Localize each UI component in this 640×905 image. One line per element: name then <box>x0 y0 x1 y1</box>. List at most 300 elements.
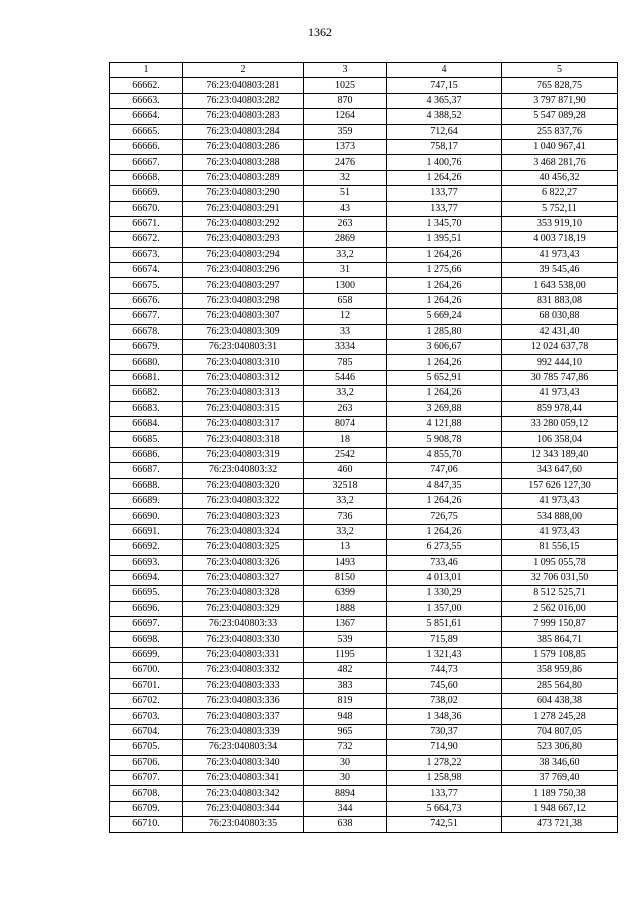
cadastral-value-cell: 41 973,43 <box>502 247 618 262</box>
cadastral-number-cell: 76:23:040803:341 <box>183 770 304 785</box>
area-cell: 12 <box>304 309 387 324</box>
area-cell: 965 <box>304 724 387 739</box>
specific-value-cell: 3 269,88 <box>387 401 502 416</box>
cadastral-value-cell: 704 807,05 <box>502 724 618 739</box>
cadastral-value-cell: 41 973,43 <box>502 524 618 539</box>
cadastral-number-cell: 76:23:040803:318 <box>183 432 304 447</box>
table-row <box>110 78 618 93</box>
table-row <box>110 139 618 154</box>
area-cell: 736 <box>304 509 387 524</box>
specific-value-cell: 5 908,78 <box>387 432 502 447</box>
cadastral-number-cell: 76:23:040803:292 <box>183 216 304 231</box>
area-cell: 1195 <box>304 647 387 662</box>
table-row <box>110 416 618 431</box>
specific-value-cell: 3 606,67 <box>387 340 502 355</box>
specific-value-cell: 1 357,00 <box>387 601 502 616</box>
specific-value-cell: 5 851,61 <box>387 617 502 632</box>
area-cell: 2869 <box>304 232 387 247</box>
specific-value-cell: 758,17 <box>387 139 502 154</box>
row-number-cell: 66671. <box>110 216 183 231</box>
cadastral-value-cell: 12 343 189,40 <box>502 447 618 462</box>
specific-value-cell: 5 664,73 <box>387 801 502 816</box>
column-header-3: 3 <box>304 63 387 78</box>
table-row <box>110 724 618 739</box>
table-row <box>110 586 618 601</box>
table-row <box>110 355 618 370</box>
table-row <box>110 663 618 678</box>
area-cell: 33 <box>304 324 387 339</box>
cadastral-number-cell: 76:23:040803:325 <box>183 540 304 555</box>
area-cell: 658 <box>304 293 387 308</box>
row-number-cell: 66703. <box>110 709 183 724</box>
cadastral-value-cell: 42 431,40 <box>502 324 618 339</box>
table-row <box>110 570 618 585</box>
area-cell: 2476 <box>304 155 387 170</box>
table-row <box>110 817 618 832</box>
cadastral-number-cell: 76:23:040803:315 <box>183 401 304 416</box>
table-row <box>110 617 618 632</box>
row-number-cell: 66680. <box>110 355 183 370</box>
cadastral-value-cell: 765 828,75 <box>502 78 618 93</box>
area-cell: 732 <box>304 740 387 755</box>
area-cell: 13 <box>304 540 387 555</box>
cadastral-number-cell: 76:23:040803:31 <box>183 340 304 355</box>
area-cell: 18 <box>304 432 387 447</box>
row-number-cell: 66699. <box>110 647 183 662</box>
specific-value-cell: 1 264,26 <box>387 247 502 262</box>
table-row <box>110 324 618 339</box>
cadastral-value-cell: 157 626 127,30 <box>502 478 618 493</box>
row-number-cell: 66663. <box>110 93 183 108</box>
cadastral-number-cell: 76:23:040803:332 <box>183 663 304 678</box>
cadastral-value-cell: 1 579 108,85 <box>502 647 618 662</box>
cadastral-value-cell: 1 040 967,41 <box>502 139 618 154</box>
specific-value-cell: 715,89 <box>387 632 502 647</box>
area-cell: 1888 <box>304 601 387 616</box>
cadastral-value-cell: 41 973,43 <box>502 493 618 508</box>
cadastral-value-cell: 3 468 281,76 <box>502 155 618 170</box>
table-row <box>110 186 618 201</box>
specific-value-cell: 1 258,98 <box>387 770 502 785</box>
cadastral-number-cell: 76:23:040803:307 <box>183 309 304 324</box>
cadastral-value-cell: 81 556,15 <box>502 540 618 555</box>
cadastral-value-cell: 358 959,86 <box>502 663 618 678</box>
cadastral-value-cell: 523 306,80 <box>502 740 618 755</box>
cadastral-value-cell: 2 562 016,00 <box>502 601 618 616</box>
table-row <box>110 263 618 278</box>
cadastral-number-cell: 76:23:040803:333 <box>183 678 304 693</box>
specific-value-cell: 1 264,26 <box>387 293 502 308</box>
cadastral-number-cell: 76:23:040803:33 <box>183 617 304 632</box>
specific-value-cell: 730,37 <box>387 724 502 739</box>
cadastral-value-cell: 1 278 245,28 <box>502 709 618 724</box>
row-number-cell: 66706. <box>110 755 183 770</box>
row-number-cell: 66688. <box>110 478 183 493</box>
area-cell: 1300 <box>304 278 387 293</box>
cadastral-value-cell: 7 999 150,87 <box>502 617 618 632</box>
area-cell: 3334 <box>304 340 387 355</box>
cadastral-number-cell: 76:23:040803:320 <box>183 478 304 493</box>
area-cell: 870 <box>304 93 387 108</box>
cadastral-value-cell: 1 189 750,38 <box>502 786 618 801</box>
cadastral-value-cell: 6 822,27 <box>502 186 618 201</box>
row-number-cell: 66709. <box>110 801 183 816</box>
cadastral-value-cell: 5 752,11 <box>502 201 618 216</box>
row-number-cell: 66692. <box>110 540 183 555</box>
cadastral-number-cell: 76:23:040803:35 <box>183 817 304 832</box>
cadastral-number-cell: 76:23:040803:298 <box>183 293 304 308</box>
row-number-cell: 66672. <box>110 232 183 247</box>
specific-value-cell: 1 275,66 <box>387 263 502 278</box>
row-number-cell: 66694. <box>110 570 183 585</box>
specific-value-cell: 726,75 <box>387 509 502 524</box>
area-cell: 344 <box>304 801 387 816</box>
row-number-cell: 66707. <box>110 770 183 785</box>
area-cell: 30 <box>304 755 387 770</box>
cadastral-value-cell: 12 024 637,78 <box>502 340 618 355</box>
specific-value-cell: 712,64 <box>387 124 502 139</box>
cadastral-value-cell: 255 837,76 <box>502 124 618 139</box>
row-number-cell: 66689. <box>110 493 183 508</box>
specific-value-cell: 1 264,26 <box>387 355 502 370</box>
row-number-cell: 66676. <box>110 293 183 308</box>
area-cell: 263 <box>304 216 387 231</box>
row-number-cell: 66695. <box>110 586 183 601</box>
area-cell: 460 <box>304 463 387 478</box>
specific-value-cell: 1 264,26 <box>387 524 502 539</box>
area-cell: 785 <box>304 355 387 370</box>
row-number-cell: 66704. <box>110 724 183 739</box>
cadastral-value-cell: 5 547 089,28 <box>502 109 618 124</box>
cadastral-value-cell: 8 512 525,71 <box>502 586 618 601</box>
column-header-5: 5 <box>502 63 618 78</box>
row-number-cell: 66705. <box>110 740 183 755</box>
table-row <box>110 493 618 508</box>
row-number-cell: 66685. <box>110 432 183 447</box>
row-number-cell: 66693. <box>110 555 183 570</box>
specific-value-cell: 742,51 <box>387 817 502 832</box>
cadastral-number-cell: 76:23:040803:340 <box>183 755 304 770</box>
cadastral-number-cell: 76:23:040803:282 <box>183 93 304 108</box>
row-number-cell: 66697. <box>110 617 183 632</box>
cadastral-number-cell: 76:23:040803:336 <box>183 694 304 709</box>
table-row <box>110 463 618 478</box>
area-cell: 948 <box>304 709 387 724</box>
table-row <box>110 540 618 555</box>
table-row <box>110 678 618 693</box>
row-number-cell: 66708. <box>110 786 183 801</box>
specific-value-cell: 133,77 <box>387 201 502 216</box>
cadastral-number-cell: 76:23:040803:342 <box>183 786 304 801</box>
row-number-cell: 66683. <box>110 401 183 416</box>
row-number-cell: 66684. <box>110 416 183 431</box>
cadastral-value-cell: 68 030,88 <box>502 309 618 324</box>
table-row <box>110 632 618 647</box>
row-number-cell: 66664. <box>110 109 183 124</box>
specific-value-cell: 4 847,35 <box>387 478 502 493</box>
cadastral-number-cell: 76:23:040803:330 <box>183 632 304 647</box>
specific-value-cell: 4 365,37 <box>387 93 502 108</box>
area-cell: 482 <box>304 663 387 678</box>
cadastral-value-cell: 33 280 059,12 <box>502 416 618 431</box>
row-number-cell: 66681. <box>110 370 183 385</box>
cadastral-value-cell: 39 545,46 <box>502 263 618 278</box>
cadastral-number-cell: 76:23:040803:328 <box>183 586 304 601</box>
cadastral-value-cell: 385 864,71 <box>502 632 618 647</box>
cadastral-number-cell: 76:23:040803:322 <box>183 493 304 508</box>
row-number-cell: 66698. <box>110 632 183 647</box>
table-row <box>110 647 618 662</box>
cadastral-value-cell: 30 785 747,86 <box>502 370 618 385</box>
row-number-cell: 66682. <box>110 386 183 401</box>
specific-value-cell: 1 321,43 <box>387 647 502 662</box>
cadastral-number-cell: 76:23:040803:319 <box>183 447 304 462</box>
cadastral-value-cell: 1 095 055,78 <box>502 555 618 570</box>
area-cell: 539 <box>304 632 387 647</box>
cadastral-number-cell: 76:23:040803:317 <box>183 416 304 431</box>
table-row <box>110 201 618 216</box>
table-row <box>110 478 618 493</box>
area-cell: 1493 <box>304 555 387 570</box>
specific-value-cell: 5 669,24 <box>387 309 502 324</box>
table-row <box>110 555 618 570</box>
cadastral-number-cell: 76:23:040803:294 <box>183 247 304 262</box>
area-cell: 8150 <box>304 570 387 585</box>
row-number-cell: 66702. <box>110 694 183 709</box>
row-number-cell: 66677. <box>110 309 183 324</box>
area-cell: 263 <box>304 401 387 416</box>
cadastral-number-cell: 76:23:040803:290 <box>183 186 304 201</box>
row-number-cell: 66701. <box>110 678 183 693</box>
cadastral-value-table <box>109 62 618 833</box>
cadastral-value-cell: 41 973,43 <box>502 386 618 401</box>
cadastral-number-cell: 76:23:040803:286 <box>183 139 304 154</box>
area-cell: 359 <box>304 124 387 139</box>
area-cell: 819 <box>304 694 387 709</box>
cadastral-value-cell: 343 647,60 <box>502 463 618 478</box>
table-row <box>110 755 618 770</box>
cadastral-number-cell: 76:23:040803:289 <box>183 170 304 185</box>
cadastral-number-cell: 76:23:040803:284 <box>183 124 304 139</box>
area-cell: 2542 <box>304 447 387 462</box>
table-row <box>110 232 618 247</box>
table-row <box>110 293 618 308</box>
area-cell: 8894 <box>304 786 387 801</box>
specific-value-cell: 4 855,70 <box>387 447 502 462</box>
table-row <box>110 524 618 539</box>
row-number-cell: 66686. <box>110 447 183 462</box>
table-row <box>110 309 618 324</box>
area-cell: 33,2 <box>304 524 387 539</box>
page-number: 1362 <box>308 25 332 39</box>
cadastral-number-cell: 76:23:040803:281 <box>183 78 304 93</box>
specific-value-cell: 4 121,88 <box>387 416 502 431</box>
cadastral-number-cell: 76:23:040803:309 <box>183 324 304 339</box>
specific-value-cell: 738,02 <box>387 694 502 709</box>
table-row <box>110 401 618 416</box>
table-row <box>110 801 618 816</box>
row-number-cell: 66678. <box>110 324 183 339</box>
cadastral-number-cell: 76:23:040803:296 <box>183 263 304 278</box>
specific-value-cell: 1 285,80 <box>387 324 502 339</box>
table-row <box>110 770 618 785</box>
specific-value-cell: 747,06 <box>387 463 502 478</box>
area-cell: 1373 <box>304 139 387 154</box>
row-number-cell: 66665. <box>110 124 183 139</box>
row-number-cell: 66675. <box>110 278 183 293</box>
table-row <box>110 124 618 139</box>
table-row <box>110 155 618 170</box>
cadastral-value-cell: 3 797 871,90 <box>502 93 618 108</box>
cadastral-value-cell: 604 438,38 <box>502 694 618 709</box>
area-cell: 33,2 <box>304 493 387 508</box>
table-row <box>110 93 618 108</box>
table-body <box>110 78 618 832</box>
specific-value-cell: 6 273,55 <box>387 540 502 555</box>
cadastral-value-cell: 40 456,32 <box>502 170 618 185</box>
area-cell: 32518 <box>304 478 387 493</box>
row-number-cell: 66679. <box>110 340 183 355</box>
table-row <box>110 370 618 385</box>
area-cell: 1025 <box>304 78 387 93</box>
area-cell: 33,2 <box>304 386 387 401</box>
specific-value-cell: 1 264,26 <box>387 278 502 293</box>
area-cell: 638 <box>304 817 387 832</box>
cadastral-number-cell: 76:23:040803:344 <box>183 801 304 816</box>
column-header-2: 2 <box>183 63 304 78</box>
cadastral-value-cell: 1 643 538,00 <box>502 278 618 293</box>
cadastral-value-cell: 106 358,04 <box>502 432 618 447</box>
row-number-cell: 66690. <box>110 509 183 524</box>
row-number-cell: 66669. <box>110 186 183 201</box>
area-cell: 6399 <box>304 586 387 601</box>
area-cell: 1367 <box>304 617 387 632</box>
specific-value-cell: 133,77 <box>387 186 502 201</box>
cadastral-number-cell: 76:23:040803:297 <box>183 278 304 293</box>
cadastral-number-cell: 76:23:040803:312 <box>183 370 304 385</box>
specific-value-cell: 4 388,52 <box>387 109 502 124</box>
table-row <box>110 509 618 524</box>
cadastral-number-cell: 76:23:040803:324 <box>183 524 304 539</box>
table-header-row <box>110 63 618 78</box>
cadastral-number-cell: 76:23:040803:288 <box>183 155 304 170</box>
table-row <box>110 170 618 185</box>
cadastral-value-cell: 38 346,60 <box>502 755 618 770</box>
cadastral-value-cell: 534 888,00 <box>502 509 618 524</box>
specific-value-cell: 1 278,22 <box>387 755 502 770</box>
row-number-cell: 66687. <box>110 463 183 478</box>
cadastral-value-cell: 353 919,10 <box>502 216 618 231</box>
specific-value-cell: 1 264,26 <box>387 170 502 185</box>
cadastral-number-cell: 76:23:040803:339 <box>183 724 304 739</box>
table-row <box>110 740 618 755</box>
cadastral-number-cell: 76:23:040803:291 <box>183 201 304 216</box>
table-row <box>110 340 618 355</box>
row-number-cell: 66662. <box>110 78 183 93</box>
specific-value-cell: 1 264,26 <box>387 386 502 401</box>
specific-value-cell: 1 348,36 <box>387 709 502 724</box>
cadastral-number-cell: 76:23:040803:326 <box>183 555 304 570</box>
cadastral-number-cell: 76:23:040803:313 <box>183 386 304 401</box>
cadastral-value-cell: 1 948 667,12 <box>502 801 618 816</box>
row-number-cell: 66668. <box>110 170 183 185</box>
area-cell: 1264 <box>304 109 387 124</box>
area-cell: 31 <box>304 263 387 278</box>
row-number-cell: 66710. <box>110 817 183 832</box>
specific-value-cell: 733,46 <box>387 555 502 570</box>
specific-value-cell: 1 345,70 <box>387 216 502 231</box>
row-number-cell: 66696. <box>110 601 183 616</box>
row-number-cell: 66670. <box>110 201 183 216</box>
cadastral-number-cell: 76:23:040803:283 <box>183 109 304 124</box>
table-row <box>110 216 618 231</box>
row-number-cell: 66691. <box>110 524 183 539</box>
cadastral-value-cell: 473 721,38 <box>502 817 618 832</box>
specific-value-cell: 1 395,51 <box>387 232 502 247</box>
cadastral-number-cell: 76:23:040803:32 <box>183 463 304 478</box>
cadastral-number-cell: 76:23:040803:310 <box>183 355 304 370</box>
table-row <box>110 447 618 462</box>
specific-value-cell: 5 652,91 <box>387 370 502 385</box>
table-row <box>110 109 618 124</box>
cadastral-value-cell: 992 444,10 <box>502 355 618 370</box>
specific-value-cell: 1 400,76 <box>387 155 502 170</box>
table-row <box>110 601 618 616</box>
cadastral-number-cell: 76:23:040803:293 <box>183 232 304 247</box>
specific-value-cell: 1 264,26 <box>387 493 502 508</box>
table-row <box>110 278 618 293</box>
specific-value-cell: 745,60 <box>387 678 502 693</box>
specific-value-cell: 4 013,01 <box>387 570 502 585</box>
cadastral-value-cell: 32 706 031,50 <box>502 570 618 585</box>
area-cell: 5446 <box>304 370 387 385</box>
cadastral-value-cell: 37 769,40 <box>502 770 618 785</box>
row-number-cell: 66673. <box>110 247 183 262</box>
area-cell: 33,2 <box>304 247 387 262</box>
table-row <box>110 247 618 262</box>
cadastral-number-cell: 76:23:040803:331 <box>183 647 304 662</box>
cadastral-value-cell: 4 003 718,19 <box>502 232 618 247</box>
specific-value-cell: 744,73 <box>387 663 502 678</box>
specific-value-cell: 747,15 <box>387 78 502 93</box>
column-header-1: 1 <box>110 63 183 78</box>
table-row <box>110 432 618 447</box>
specific-value-cell: 714,90 <box>387 740 502 755</box>
column-header-4: 4 <box>387 63 502 78</box>
row-number-cell: 66666. <box>110 139 183 154</box>
cadastral-number-cell: 76:23:040803:34 <box>183 740 304 755</box>
row-number-cell: 66667. <box>110 155 183 170</box>
area-cell: 32 <box>304 170 387 185</box>
table-row <box>110 386 618 401</box>
area-cell: 383 <box>304 678 387 693</box>
area-cell: 8074 <box>304 416 387 431</box>
cadastral-value-cell: 831 883,08 <box>502 293 618 308</box>
table-row <box>110 694 618 709</box>
area-cell: 51 <box>304 186 387 201</box>
cadastral-value-cell: 285 564,80 <box>502 678 618 693</box>
table-row <box>110 786 618 801</box>
table-row <box>110 709 618 724</box>
specific-value-cell: 1 330,29 <box>387 586 502 601</box>
cadastral-number-cell: 76:23:040803:329 <box>183 601 304 616</box>
cadastral-number-cell: 76:23:040803:337 <box>183 709 304 724</box>
row-number-cell: 66674. <box>110 263 183 278</box>
specific-value-cell: 133,77 <box>387 786 502 801</box>
row-number-cell: 66700. <box>110 663 183 678</box>
cadastral-number-cell: 76:23:040803:327 <box>183 570 304 585</box>
area-cell: 30 <box>304 770 387 785</box>
